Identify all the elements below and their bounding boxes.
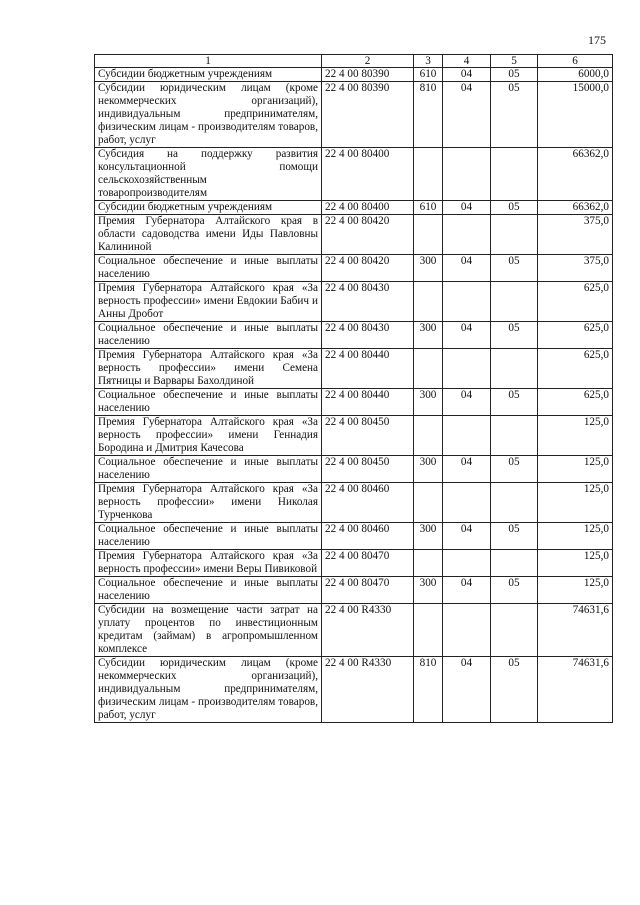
item-name-cell: Социальное обеспечение и иные выплаты населению [95, 322, 322, 349]
section-cell: 04 [443, 201, 491, 215]
item-name-cell: Социальное обеспечение и иные выплаты населению [95, 523, 322, 550]
header-cell: 1 [95, 55, 322, 68]
amount-cell: 375,0 [538, 255, 613, 282]
table-row [95, 657, 613, 723]
item-name-cell: Премия Губернатора Алтайского края в области садоводства имени Иды Павловны Калининой [95, 215, 322, 255]
section-cell [443, 215, 491, 255]
table-row [95, 550, 613, 577]
expense-type-cell: 610 [414, 201, 443, 215]
target-article-cell: 22 4 00 80420 [322, 215, 414, 255]
subsection-cell [491, 604, 538, 657]
amount-cell: 625,0 [538, 349, 613, 389]
target-article-cell: 22 4 00 80440 [322, 349, 414, 389]
expense-type-cell: 300 [414, 322, 443, 349]
subsection-cell [491, 282, 538, 322]
subsection-cell: 05 [491, 255, 538, 282]
target-article-cell: 22 4 00 80450 [322, 416, 414, 456]
table-row [95, 577, 613, 604]
item-name-cell: Субсидии на возмещение части затрат на уплату процентов по инвестиционным кредитам (займам) в агропромышленном комплексе [95, 604, 322, 657]
subsection-cell [491, 483, 538, 523]
section-cell [443, 604, 491, 657]
table-header-row [95, 55, 613, 68]
item-name-cell: Премия Губернатора Алтайского края «За верность профессии» имени Веры Пивиковой [95, 550, 322, 577]
section-cell: 04 [443, 389, 491, 416]
expense-type-cell [414, 483, 443, 523]
expense-type-cell: 810 [414, 657, 443, 723]
header-cell: 4 [443, 55, 491, 68]
table-row [95, 604, 613, 657]
table-row [95, 349, 613, 389]
expense-type-cell: 610 [414, 68, 443, 82]
expense-type-cell [414, 215, 443, 255]
subsection-cell: 05 [491, 82, 538, 148]
section-cell: 04 [443, 657, 491, 723]
target-article-cell: 22 4 00 80460 [322, 483, 414, 523]
table-body [95, 55, 613, 723]
item-name-cell: Субсидия на поддержку развития консультационной помощи сельскохозяйственным товаропроизводителям [95, 148, 322, 201]
section-cell: 04 [443, 322, 491, 349]
target-article-cell: 22 4 00 80450 [322, 456, 414, 483]
item-name-cell: Субсидии юридическим лицам (кроме некоммерческих организаций), индивидуальным предпринимателям, физическим лицам - производителям товаров, работ, услуг [95, 657, 322, 723]
item-name-cell: Социальное обеспечение и иные выплаты населению [95, 255, 322, 282]
section-cell [443, 416, 491, 456]
expense-type-cell: 300 [414, 389, 443, 416]
amount-cell: 625,0 [538, 282, 613, 322]
subsection-cell [491, 148, 538, 201]
expense-type-cell: 300 [414, 523, 443, 550]
amount-cell: 15000,0 [538, 82, 613, 148]
target-article-cell: 22 4 00 80400 [322, 148, 414, 201]
amount-cell: 375,0 [538, 215, 613, 255]
subsection-cell: 05 [491, 657, 538, 723]
target-article-cell: 22 4 00 80390 [322, 82, 414, 148]
table-row [95, 523, 613, 550]
table-row [95, 389, 613, 416]
item-name-cell: Премия Губернатора Алтайского края «За верность профессии» имени Геннадия Бородина и Дмитрия Качесова [95, 416, 322, 456]
section-cell [443, 282, 491, 322]
table-row [95, 148, 613, 201]
amount-cell: 74631,6 [538, 657, 613, 723]
section-cell [443, 349, 491, 389]
section-cell: 04 [443, 255, 491, 282]
item-name-cell: Социальное обеспечение и иные выплаты населению [95, 577, 322, 604]
item-name-cell: Премия Губернатора Алтайского края «За верность профессии» имени Семена Пятницы и Варвары Бахолдиной [95, 349, 322, 389]
table-row [95, 215, 613, 255]
subsection-cell: 05 [491, 201, 538, 215]
subsection-cell: 05 [491, 523, 538, 550]
table-row [95, 416, 613, 456]
target-article-cell: 22 4 00 80470 [322, 550, 414, 577]
subsection-cell: 05 [491, 577, 538, 604]
amount-cell: 74631,6 [538, 604, 613, 657]
item-name-cell: Субсидии бюджетным учреждениям [95, 68, 322, 82]
expense-type-cell [414, 604, 443, 657]
section-cell: 04 [443, 577, 491, 604]
expense-type-cell [414, 349, 443, 389]
item-name-cell: Премия Губернатора Алтайского края «За верность профессии» имени Николая Турченкова [95, 483, 322, 523]
expense-type-cell [414, 282, 443, 322]
target-article-cell: 22 4 00 R4330 [322, 604, 414, 657]
page-number: 175 [588, 33, 606, 47]
item-name-cell: Премия Губернатора Алтайского края «За верность профессии» имени Евдокии Бабич и Анны Дробот [95, 282, 322, 322]
table-row [95, 201, 613, 215]
amount-cell: 125,0 [538, 577, 613, 604]
target-article-cell: 22 4 00 80390 [322, 68, 414, 82]
item-name-cell: Социальное обеспечение и иные выплаты населению [95, 456, 322, 483]
target-article-cell: 22 4 00 80400 [322, 201, 414, 215]
amount-cell: 66362,0 [538, 148, 613, 201]
amount-cell: 125,0 [538, 416, 613, 456]
target-article-cell: 22 4 00 R4330 [322, 657, 414, 723]
amount-cell: 125,0 [538, 550, 613, 577]
table-row [95, 68, 613, 82]
target-article-cell: 22 4 00 80440 [322, 389, 414, 416]
section-cell: 04 [443, 82, 491, 148]
target-article-cell: 22 4 00 80470 [322, 577, 414, 604]
subsection-cell: 05 [491, 68, 538, 82]
header-cell: 3 [414, 55, 443, 68]
amount-cell: 66362,0 [538, 201, 613, 215]
table-row [95, 483, 613, 523]
table-row [95, 255, 613, 282]
section-cell: 04 [443, 68, 491, 82]
budget-table [94, 54, 613, 723]
target-article-cell: 22 4 00 80430 [322, 282, 414, 322]
expense-type-cell: 300 [414, 255, 443, 282]
target-article-cell: 22 4 00 80430 [322, 322, 414, 349]
expense-type-cell: 300 [414, 577, 443, 604]
table-row [95, 456, 613, 483]
amount-cell: 625,0 [538, 322, 613, 349]
amount-cell: 6000,0 [538, 68, 613, 82]
expense-type-cell [414, 148, 443, 201]
table-row [95, 282, 613, 322]
subsection-cell [491, 215, 538, 255]
section-cell [443, 550, 491, 577]
item-name-cell: Социальное обеспечение и иные выплаты населению [95, 389, 322, 416]
amount-cell: 125,0 [538, 483, 613, 523]
subsection-cell [491, 550, 538, 577]
header-cell: 5 [491, 55, 538, 68]
target-article-cell: 22 4 00 80420 [322, 255, 414, 282]
subsection-cell: 05 [491, 389, 538, 416]
section-cell: 04 [443, 523, 491, 550]
header-cell: 6 [538, 55, 613, 68]
subsection-cell [491, 349, 538, 389]
item-name-cell: Субсидии юридическим лицам (кроме некоммерческих организаций), индивидуальным предпринимателям, физическим лицам - производителям товаров, работ, услуг [95, 82, 322, 148]
table-row [95, 82, 613, 148]
subsection-cell [491, 416, 538, 456]
expense-type-cell [414, 550, 443, 577]
item-name-cell: Субсидии бюджетным учреждениям [95, 201, 322, 215]
table-row [95, 322, 613, 349]
target-article-cell: 22 4 00 80460 [322, 523, 414, 550]
amount-cell: 125,0 [538, 523, 613, 550]
amount-cell: 125,0 [538, 456, 613, 483]
expense-type-cell [414, 416, 443, 456]
section-cell [443, 483, 491, 523]
header-cell: 2 [322, 55, 414, 68]
section-cell: 04 [443, 456, 491, 483]
expense-type-cell: 300 [414, 456, 443, 483]
section-cell [443, 148, 491, 201]
expense-type-cell: 810 [414, 82, 443, 148]
amount-cell: 625,0 [538, 389, 613, 416]
subsection-cell: 05 [491, 456, 538, 483]
subsection-cell: 05 [491, 322, 538, 349]
